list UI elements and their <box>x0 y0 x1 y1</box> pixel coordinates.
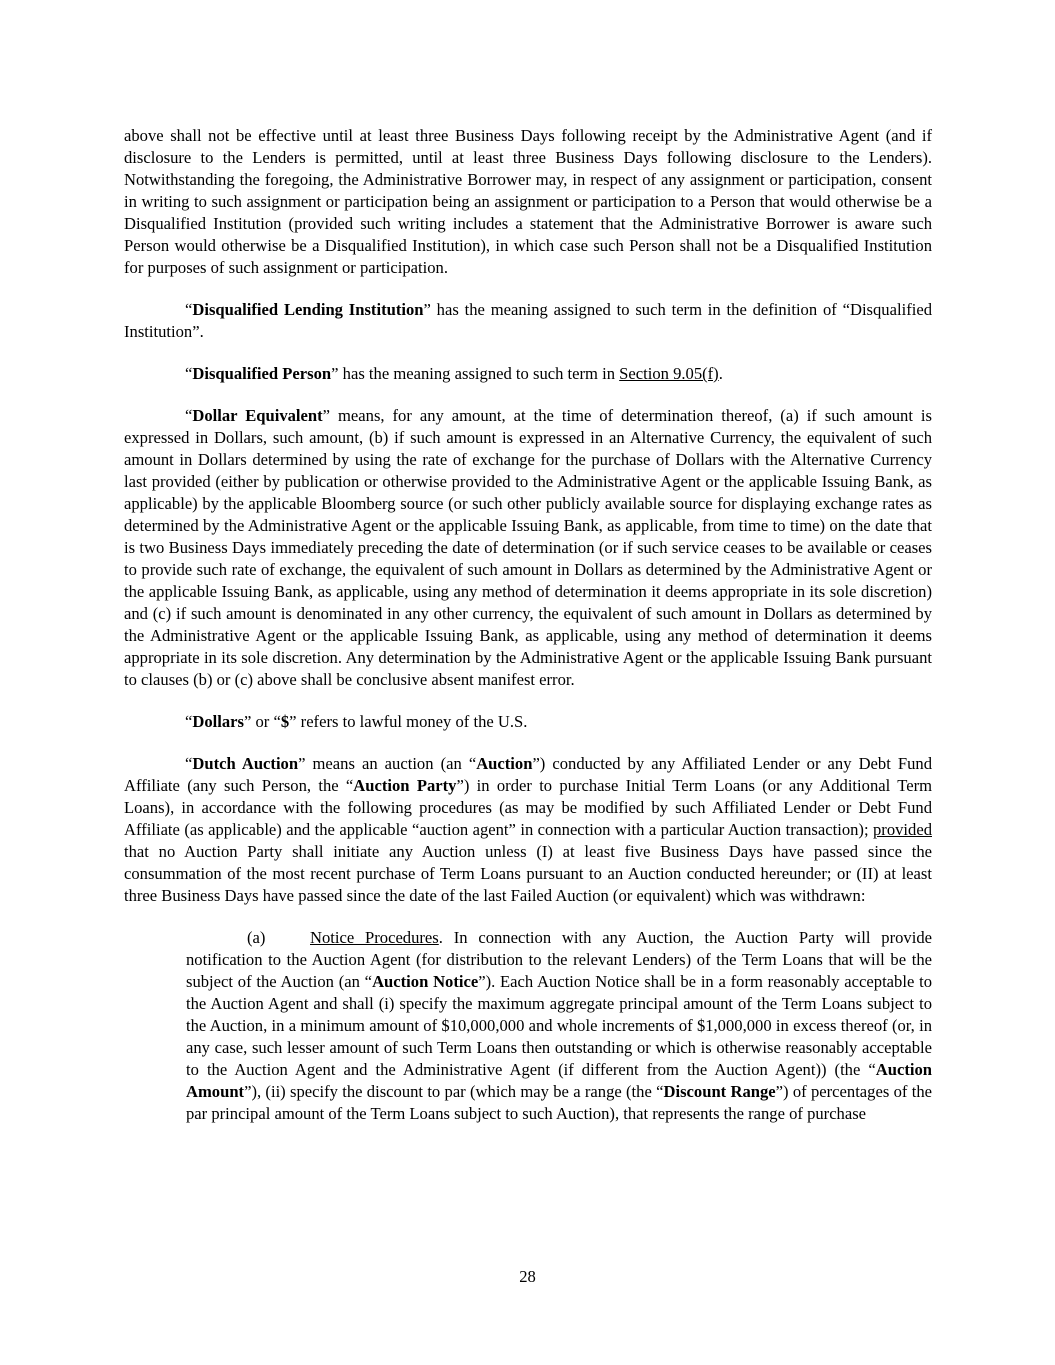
definition-dollar-equivalent <box>124 405 932 691</box>
open-quote: “ <box>185 406 193 425</box>
defined-term: Dollars <box>192 712 244 731</box>
subsection-text: . In connection with any Auction, the Auction Party will provide notification to the Auction Agent (for distribution to the relevant Lenders) of the Term Loans that will be the subject of the Auction (an “ <box>186 928 932 991</box>
definition-disqualified-lending-institution <box>124 299 932 343</box>
subsection-label: (a) <box>247 928 266 947</box>
document-page <box>124 125 932 1145</box>
open-quote: “ <box>185 364 193 383</box>
definition-text: that no Auction Party shall initiate any Auction unless (I) at least five Business Days have passed since the consummation of the most recent purchase of Term Loans pursuant to an Auction conducted hereunder; or (II) at least three Business Days have passed since the date of the last Failed Auction (or equivalent) which was withdrawn: <box>124 842 932 905</box>
subsection-text: ”) of percentages of the par principal amount of the Term Loans subject to such Auction), that represents the range of purchase <box>186 1082 932 1123</box>
definition-dutch-auction <box>124 753 932 907</box>
provided-term: provided <box>873 820 932 839</box>
defined-term-auction-notice: Auction Notice <box>372 972 479 991</box>
subsection-a <box>186 927 932 1125</box>
section-reference: Section 9.05(f) <box>619 364 719 383</box>
definition-text: ” or “ <box>244 712 281 731</box>
open-quote: “ <box>185 300 193 319</box>
definition-text: ” refers to lawful money of the U.S. <box>289 712 528 731</box>
defined-term-discount-range: Discount Range <box>663 1082 776 1101</box>
definition-text: ”) in order to purchase Initial Term Loans (or any Additional Term Loans), in accordance with the following procedures (as may be modified by such Affiliated Lender or Debt Fund Affiliate (as applicable) and the applicable “auction agent” in connection with a particular Auction transaction); <box>124 776 932 839</box>
open-quote: “ <box>185 712 193 731</box>
subsection-indent <box>186 928 247 947</box>
paragraph-continuation: above shall not be effective until at least three Business Days following receipt by the Administrative Agent (and if disclosure to the Lenders is permitted, until at least three Business Days following disclosure to the Lenders). Notwithstanding the foregoing, the Administrative Borrower may, in respect of any assignment or participation, consent in writing to such assignment or participation being an assignment or participation to a Person that would otherwise be a Disqualified Institution (provided such writing includes a statement that the Administrative Borrower is aware such Person would otherwise be a Disqualified Institution), in which case such Person shall not be a Disqualified Institution for purposes of such assignment or participation. <box>124 126 932 277</box>
definition-text: ” means an auction (an “ <box>298 754 477 773</box>
page-number: 28 <box>519 1267 536 1286</box>
definition-dollars <box>124 711 932 733</box>
subsection-heading: Notice Procedures <box>310 928 439 947</box>
definition-text: ”) conducted by any Affiliated Lender or any Debt Fund Affiliate (any such Person, the “ <box>124 754 932 795</box>
defined-term: Dutch Auction <box>192 754 299 773</box>
definition-text: ” has the meaning assigned to such term in <box>331 364 620 383</box>
subsection-text: ”). Each Auction Notice shall be in a form reasonably acceptable to the Auction Agent and shall (i) specify the maximum aggregate principal amount of the Term Loans subject to the Auction, in a minimum amount of $10,000,000 and whole increments of $1,000,000 in excess thereof (or, in any case, such lesser amount of such Term Loans then outstanding or which is otherwise reasonably acceptable to the Auction Agent and the Administrative Agent (if different from the Auction Agent)) (the “ <box>186 972 932 1079</box>
definition-text: ” has the meaning assigned to such term in the definition of “Disqualified Institution”. <box>124 300 932 341</box>
defined-term-auction-party: Auction Party <box>353 776 457 795</box>
open-quote: “ <box>185 754 193 773</box>
defined-term-auction: Auction <box>476 754 533 773</box>
defined-term: Disqualified Person <box>192 364 332 383</box>
definition-end: . <box>718 364 723 383</box>
defined-symbol: $ <box>280 712 290 731</box>
subsection-text: ”), (ii) specify the discount to par (which may be a range (the “ <box>244 1082 664 1101</box>
definition-disqualified-person <box>124 363 932 385</box>
defined-term: Dollar Equivalent <box>192 406 323 425</box>
defined-term-auction-amount: Auction Amount <box>186 1060 932 1101</box>
definition-text: ” means, for any amount, at the time of determination thereof, (a) if such amount is expressed in Dollars, such amount, (b) if such amount is expressed in an Alternative Currency, the equivalent of such amount in Dollars determined by using the rate of exchange for the purchase of Dollars with the Alternative Currency last provided (either by publication or otherwise provided to the Administrative Agent or the applicable Issuing Bank, as applicable) by the applicable Bloomberg source (or such other publicly available source for displaying exchange rates as determined by the Administrative Agent or the applicable Issuing Bank, as applicable, from time to time) on the date that is two Business Days immediately preceding the date of determination (or if such service ceases to be available or ceases to provide such rate of exchange, the equivalent of such amount in Dollars as determined by the Administrative Agent or the applicable Issuing Bank, as applicable, using any method of determination it deems appropriate in its sole discretion) and (c) if such amount is denominated in any other currency, the equivalent of such amount in Dollars as determined by the Administrative Agent or the applicable Issuing Bank, as applicable, using any method of determination it deems appropriate in its sole discretion. Any determination by the Administrative Agent or the applicable Issuing Bank pursuant to clauses (b) or (c) above shall be conclusive absent manifest error. <box>124 406 932 689</box>
defined-term: Disqualified Lending Institution <box>192 300 424 319</box>
